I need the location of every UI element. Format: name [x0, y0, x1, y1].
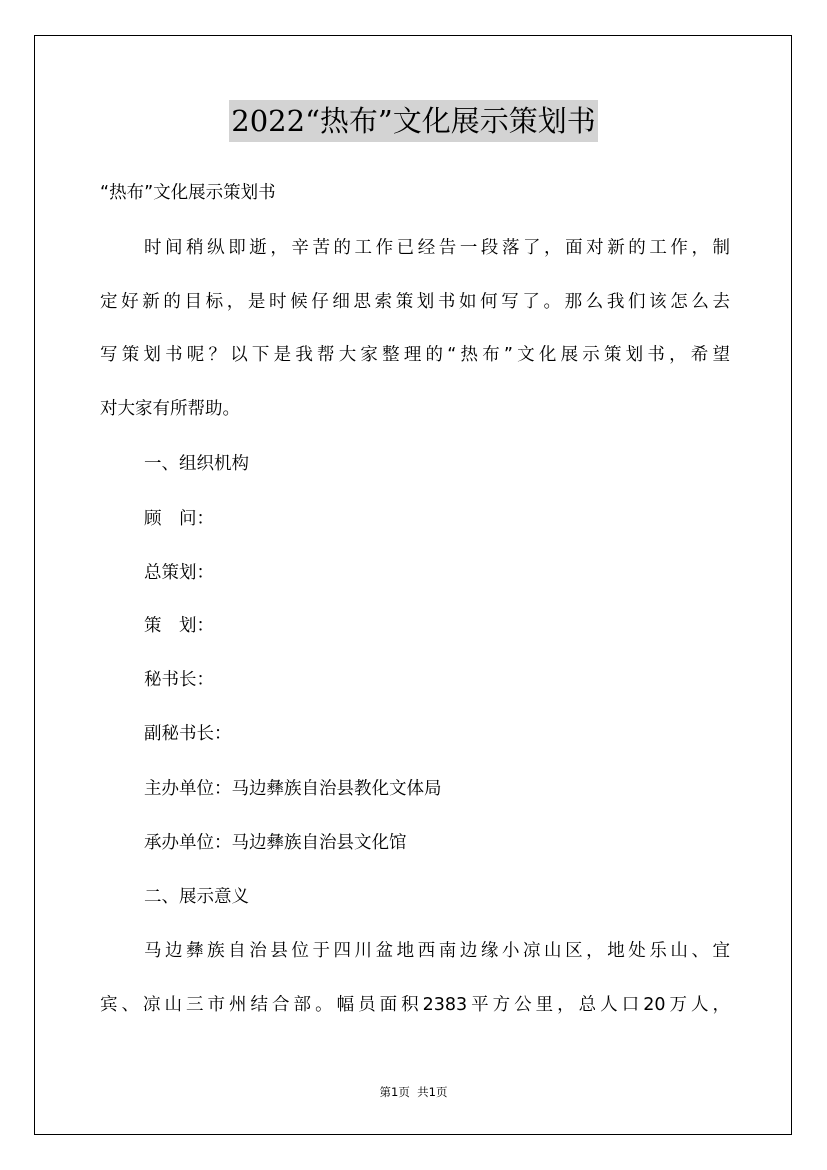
intro-line-2: 定好新的目标，是时候仔细思索策划书如何写了。那么我们该怎么去 — [100, 292, 730, 312]
org-item-chief-planner: 总策划： — [144, 563, 214, 583]
body-line-1: 马边彝族自治县位于四川盆地西南边缘小凉山区，地处乐山、宜 — [144, 941, 730, 961]
org-item-planner: 策 划： — [144, 616, 214, 636]
org-item-host-unit: 主办单位：马边彝族自治县教化文体局 — [144, 779, 442, 799]
org-item-organizer-unit: 承办单位：马边彝族自治县文化馆 — [144, 833, 407, 853]
page-number-footer: 第1页 共1页 — [379, 1085, 448, 1099]
document-title: 2022“热布”文化展示策划书 — [229, 100, 597, 142]
title-container — [0, 100, 827, 142]
org-item-advisor: 顾 问： — [144, 509, 214, 529]
org-item-secretary-general: 秘书长： — [144, 670, 214, 690]
document-subtitle: “热布”文化展示策划书 — [100, 183, 276, 203]
org-item-deputy-secretary: 副秘书长： — [144, 724, 232, 744]
body-line-2: 宾、凉山三市州结合部。幅员面积2383平方公里，总人口20万人， — [100, 995, 730, 1015]
intro-line-3: 写策划书呢？以下是我帮大家整理的“热布”文化展示策划书，希望 — [100, 345, 730, 365]
intro-line-4: 对大家有所帮助。 — [100, 399, 240, 419]
section-heading-significance: 二、展示意义 — [144, 887, 249, 907]
section-heading-organization: 一、组织机构 — [144, 454, 249, 474]
intro-line-1: 时间稍纵即逝，辛苦的工作已经告一段落了，面对新的工作，制 — [144, 238, 730, 258]
